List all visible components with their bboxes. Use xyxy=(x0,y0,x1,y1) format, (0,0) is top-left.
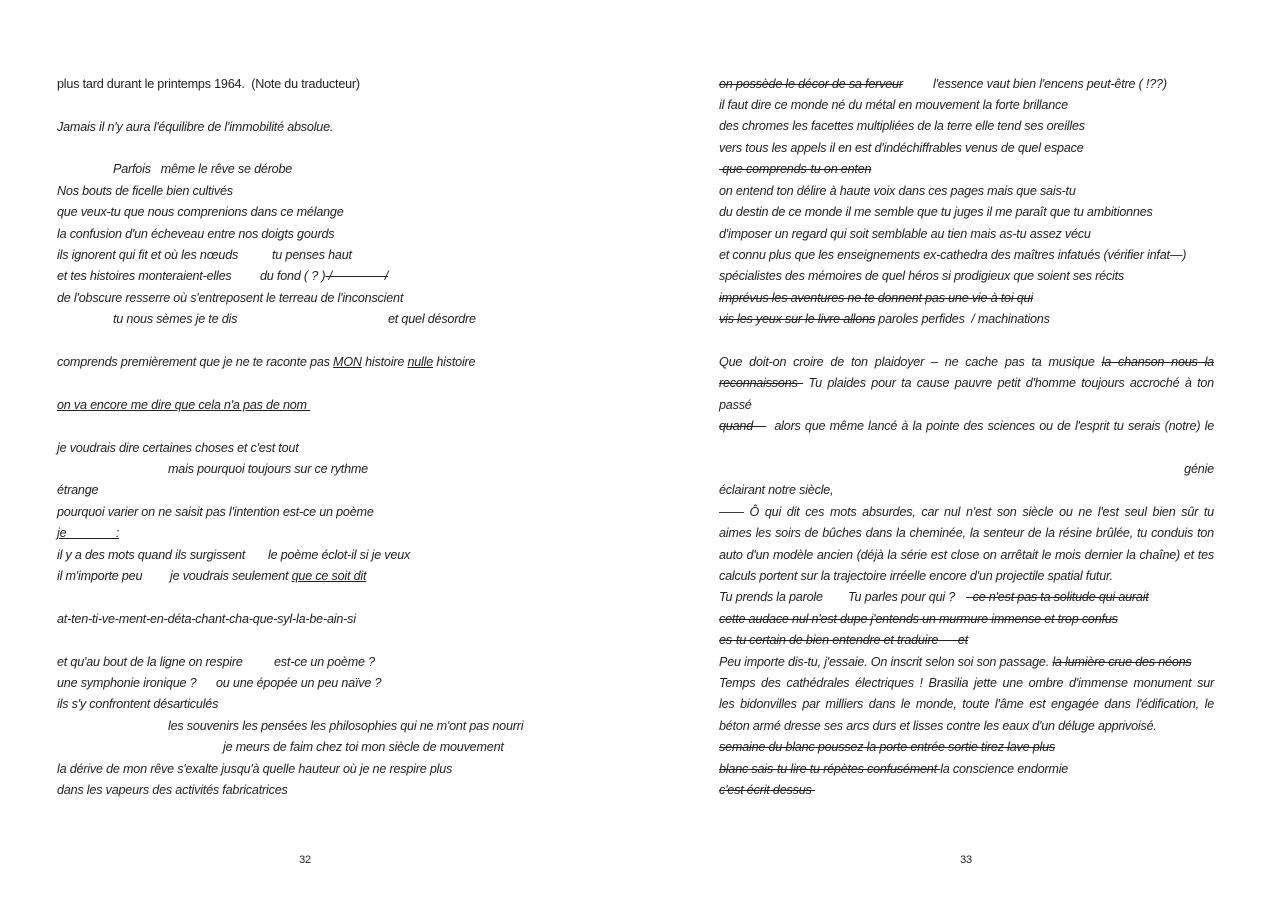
right-line-1a-struck: on possède le décor de sa ferveur xyxy=(719,77,903,91)
left-line-22a: une symphonie ironique ? xyxy=(57,676,197,690)
right-line-16a-struck: quand xyxy=(719,419,766,433)
right-line-7: du destin de ce monde il me semble que tu juges il me paraît que tu ambitionnes xyxy=(719,205,1153,219)
left-line-19b-text: je voudrais seulement xyxy=(170,569,292,583)
left-line-21a: et qu'au bout de la ligne on respire xyxy=(57,655,243,669)
left-line-16: pourquoi varier on ne saisit pas l'intention est-ce un poème xyxy=(57,505,374,519)
right-line-22: calculs portent sur la trajectoire irréelle encore d'un projectile spatial futur. xyxy=(719,569,1113,583)
left-line-11b-underlined: MON xyxy=(333,355,362,369)
right-line-26b-struck: la lumière crue des néons xyxy=(1052,655,1192,669)
right-line-26 xyxy=(719,654,1192,670)
left-line-10b: et quel désordre xyxy=(388,312,476,326)
left-line-19a: il m'importe peu xyxy=(57,569,143,583)
right-line-31 xyxy=(719,761,1068,777)
right-line-26a: Peu importe dis-tu, j'essaie. On inscrit selon soi son passage. xyxy=(719,655,1053,669)
right-line-30-struck: semaine du blanc poussez la porte entrée sortie tirez lave plus xyxy=(719,740,1056,754)
page-number-left: 32 xyxy=(299,854,311,866)
left-line-7a: ils ignorent qui fit et où les nœuds xyxy=(57,248,239,262)
left-line-8b-text: du fond ( ? ) xyxy=(260,269,326,283)
left-line-19b xyxy=(170,568,366,584)
right-line-4: vers tous les appels il en est d'indéchiffrables venus de quel espace xyxy=(719,141,1084,155)
right-line-10: spécialistes des mémoires de quel héros si prodigieux que soient ses récits xyxy=(719,269,1125,283)
left-line-11e: histoire xyxy=(433,355,476,369)
right-line-28: les bidonvilles par milliers dans le monde, toute l'âme est engagée dans l'édification, le xyxy=(719,697,1214,711)
left-line-1: plus tard durant le printemps 1964. (Note du traducteur) xyxy=(57,77,360,91)
left-line-12: on va encore me dire que cela n'a pas de nom xyxy=(57,398,311,412)
right-line-14a-struck: reconnaissons xyxy=(719,376,804,390)
right-line-24-struck: cette audace nul n'est dupe j'entends un murmure immense et trop confus xyxy=(719,612,1118,626)
right-line-18: éclairant notre siècle, xyxy=(719,483,834,497)
right-line-21: auto d'un modèle ancien (déjà la série est close on arrêtait le mois dernier la chaîne) et tes xyxy=(719,548,1214,562)
left-line-18a: il y a des mots quand ils surgissent xyxy=(57,548,246,562)
right-line-27: Temps des cathédrales électriques ! Brasilia jette une ombre d'immense monument sur xyxy=(719,676,1214,690)
right-line-5-struck: que comprends-tu on enten xyxy=(719,162,872,176)
right-line-9: et connu plus que les enseignements ex-cathedra des maîtres infatués (vérifier infat—) xyxy=(719,248,1187,262)
left-line-8b xyxy=(260,268,388,284)
right-line-17: génie xyxy=(1184,462,1214,476)
right-line-31b: la conscience endormie xyxy=(940,762,1069,776)
right-line-11-struck: imprévus les aventures ne te donnent pas une vie à toi qui xyxy=(719,291,1033,305)
right-page xyxy=(636,0,1272,905)
left-line-11c: histoire xyxy=(361,355,408,369)
left-line-15: étrange xyxy=(57,483,99,497)
right-line-29: béton armé dresse ses arcs durs et lisses contre les eaux d'un déluge apprivoisé. xyxy=(719,719,1157,733)
right-line-3: des chromes les facettes multipliées de la terre elle tend ses oreilles xyxy=(719,119,1085,133)
right-line-12a-struck: vis les yeux sur le livre allons xyxy=(719,312,875,326)
right-line-32-struck: c'est écrit dessus xyxy=(719,783,815,797)
left-line-20: at-ten-ti-ve-ment-en-déta-chant-cha-que-syl-la-be-ain-si xyxy=(57,612,356,626)
page-number-right: 33 xyxy=(960,854,972,866)
right-line-13 xyxy=(719,354,1214,370)
right-line-12b: paroles perfides / machinations xyxy=(874,312,1050,326)
left-line-2: Jamais il n'y aura l'équilibre de l'immobilité absolue. xyxy=(57,120,334,134)
right-line-23c-struck: ce n'est pas ta solitude qui aurait xyxy=(966,590,1149,604)
right-line-31a-struck: blanc sais-tu lire tu répètes confusément xyxy=(719,762,941,776)
left-line-23: ils s'y confrontent désarticulés xyxy=(57,697,219,711)
left-line-11d-underlined: nulle xyxy=(407,355,434,369)
right-line-25-struck: es-tu certain de bien entendre et traduire et xyxy=(719,633,969,647)
left-line-7b: tu penses haut xyxy=(272,248,352,262)
right-line-16b: alors que même lancé à la pointe des sciences ou de l'esprit tu serais (notre) le xyxy=(765,419,1214,433)
right-line-23a: Tu prends la parole xyxy=(719,590,823,604)
left-line-18b: le poème éclot-il si je veux xyxy=(268,548,411,562)
left-line-10a: tu nous sèmes je te dis xyxy=(113,312,238,326)
left-line-27: dans les vapeurs des activités fabricatrices xyxy=(57,783,288,797)
right-line-1b: l'essence vaut bien l'encens peut-être ( !??) xyxy=(933,77,1167,91)
left-line-11 xyxy=(57,354,475,370)
right-line-15: passé xyxy=(719,398,752,412)
right-line-23b: Tu parles pour qui ? xyxy=(848,590,956,604)
left-line-8a: et tes histoires monteraient-elles xyxy=(57,269,232,283)
left-line-3: Parfois même le rêve se dérobe xyxy=(113,162,293,176)
left-line-4: Nos bouts de ficelle bien cultivés xyxy=(57,184,233,198)
left-line-24: les souvenirs les pensées les philosophies qui ne m'ont pas nourri xyxy=(168,719,524,733)
left-line-11a: comprends premièrement que je ne te raconte pas xyxy=(57,355,334,369)
right-line-20: aimes les soirs de bûches dans la cheminée, la senteur de la résine brûlée, tu conduis ton xyxy=(719,526,1214,540)
left-line-5: que veux-tu que nous comprenions dans ce mélange xyxy=(57,205,344,219)
right-line-12 xyxy=(719,311,1050,327)
right-line-14b: Tu plaides pour ta cause pauvre petit d'homme toujours accroché à ton xyxy=(803,376,1214,390)
left-line-22b: ou une épopée un peu naïve ? xyxy=(216,676,382,690)
left-line-6: la confusion d'un écheveau entre nos doigts gourds xyxy=(57,227,335,241)
right-line-2: il faut dire ce monde né du métal en mouvement la forte brillance xyxy=(719,98,1068,112)
right-line-13a: Que doit-on croire de ton plaidoyer – ne cache pas ta musique xyxy=(719,355,1102,369)
left-line-13: je voudrais dire certaines choses et c'est tout xyxy=(57,441,299,455)
right-line-19: —— Ô qui dit ces mots absurdes, car nul n'est son siècle ou ne l'est seul bien sûr tu xyxy=(719,505,1214,519)
left-line-9: de l'obscure resserre où s'entreposent le terreau de l'inconscient xyxy=(57,291,404,305)
left-line-21b: est-ce un poème ? xyxy=(274,655,375,669)
right-line-13b-struck: la chanson nous la xyxy=(1101,355,1214,369)
left-line-8c-struck: / / xyxy=(325,269,388,283)
right-line-6: on entend ton délire à haute voix dans ces pages mais que sais-tu xyxy=(719,184,1076,198)
right-line-14 xyxy=(719,375,1214,391)
left-line-26: la dérive de mon rêve s'exalte jusqu'à quelle hauteur où je ne respire plus xyxy=(57,762,453,776)
left-line-25: je meurs de faim chez toi mon siècle de mouvement xyxy=(223,740,504,754)
left-line-19c-underlined: que ce soit dit xyxy=(291,569,367,583)
left-line-14: mais pourquoi toujours sur ce rythme xyxy=(168,462,368,476)
left-line-17: je : xyxy=(57,526,120,540)
right-line-16 xyxy=(719,418,1214,434)
right-line-8: d'imposer un regard qui soit semblable au tien mais as-tu assez vécu xyxy=(719,227,1091,241)
